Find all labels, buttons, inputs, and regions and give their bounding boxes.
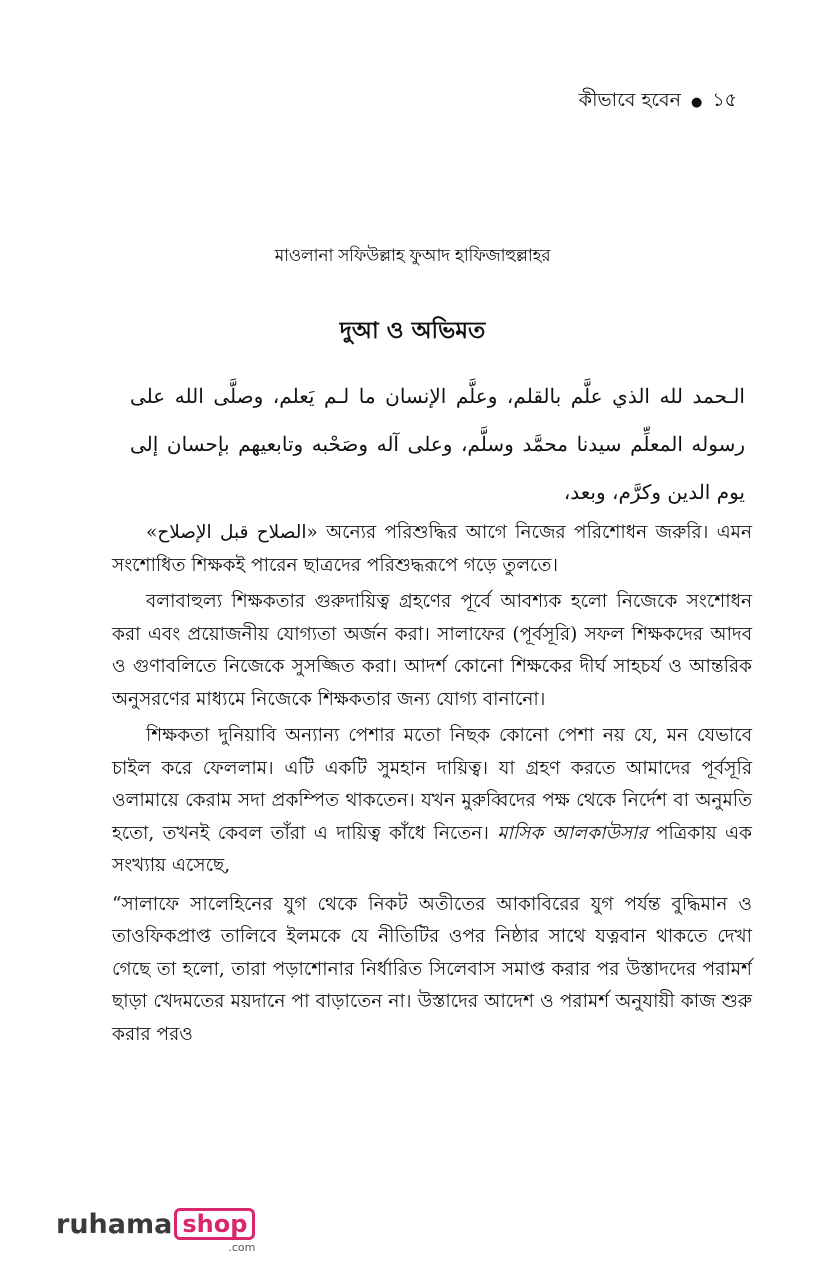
paragraph-1-text: অন্যের পরিশুদ্ধির আগে নিজের পরিশোধন জরুরি। এমন সংশোধিত শিক্ষকই পারেন ছাত্রদের পরিশুদ্ধরূপে গড়ে তুলতে। xyxy=(112,522,753,576)
section-title: দুআ ও অভিমত xyxy=(339,317,486,344)
logo-shop-box xyxy=(174,1208,255,1254)
logo-suffix: .com xyxy=(228,1241,256,1254)
logo-word: ruhama xyxy=(56,1209,173,1240)
paragraph-3-text: শিক্ষকতা দুনিয়াবি অন্যান্য পেশার মতো নিছক কোনো পেশা নয় যে, মন যেভাবে চাইল করে ফেললাম। এটি একটি সুমহান দায়িত্ব। যা গ্রহণ করতে আমাদের পূর্বসূরি ওলামায়ে কেরাম সদা প্রকম্পিত থাকতেন। যখন মুরুব্বিদের পক্ষ থেকে নির্দেশ বা অনুমতি হতো, তখনই কেবল তাঁরা এ দায়িত্ব কাঁধে নিতেন। xyxy=(112,725,752,844)
arabic-quote: «الصلاح قبل الإصلاح» xyxy=(146,522,318,543)
paragraph-3-tail: পত্রিকায় এক সংখ্যায় এসেছে, xyxy=(112,822,752,876)
paragraph-2: বলাবাহুল্য শিক্ষকতার গুরুদায়িত্ব গ্রহণের পূর্বে আবশ্যক হলো নিজেকে সংশোধন করা এবং প্রয়োজনীয় যোগ্যতা অর্জন করা। সালাফের (পূর্বসূরি) সফল শিক্ষকদের আদব ও গুণাবলিতে নিজেকে সুসজ্জিত করা। আদর্শ কোনো শিক্ষকের দীর্ঘ সাহচর্য ও আন্তরিক অনুসরণের মাধ্যমে নিজেকে শিক্ষকতার জন্য যোগ্য বানানো। xyxy=(112,591,752,710)
running-title: কীভাবে হবেন xyxy=(578,89,681,111)
logo-shop: shop xyxy=(174,1208,255,1240)
ruhama-shop-logo xyxy=(56,1208,255,1254)
body-text xyxy=(112,517,752,1055)
paragraph-3 xyxy=(112,720,752,883)
bullet-icon: ● xyxy=(690,94,703,110)
page-number: ১৫ xyxy=(712,89,737,111)
magazine-name: মাসিক আলকাউসার xyxy=(497,822,648,844)
paragraph-1 xyxy=(112,517,752,582)
arabic-invocation: الـحمد لله الذي علَّم بالقلم، وعلَّم الإنسان ما لـم يَعلم، وصلَّى الله على رسوله المعلِّم سيدنا محمَّد وسلَّم، وعلى آله وصَحْبه وتابعيهم بإحسان إلى يوم الدين وكرَّم، وبعد، xyxy=(130,384,745,504)
paragraph-4-quote: “সালাফে সালেহিনের যুগ থেকে নিকট অতীতের আকাবিরের যুগ পর্যন্ত বুদ্ধিমান ও তাওফিকপ্রাপ্ত তালিবে ইলমকে যে নীতিটির ওপর নিষ্ঠার সাথে যত্নবান থাকতে দেখা গেছে তা হলো, তারা পড়াশোনার নির্ধারিত সিলেবাস সমাপ্ত করার পর উস্তাদদের পরামর্শ ছাড়া খেদমতের ময়দানে পা বাড়াতেন না। উস্তাদের আদেশ ও পরামর্শ অনুযায়ী কাজ শুরু করার পরও xyxy=(112,893,752,1045)
author-line: মাওলানা সফিউল্লাহ ফুআদ হাফিজাহুল্লাহর xyxy=(274,246,551,266)
running-header xyxy=(579,86,737,118)
